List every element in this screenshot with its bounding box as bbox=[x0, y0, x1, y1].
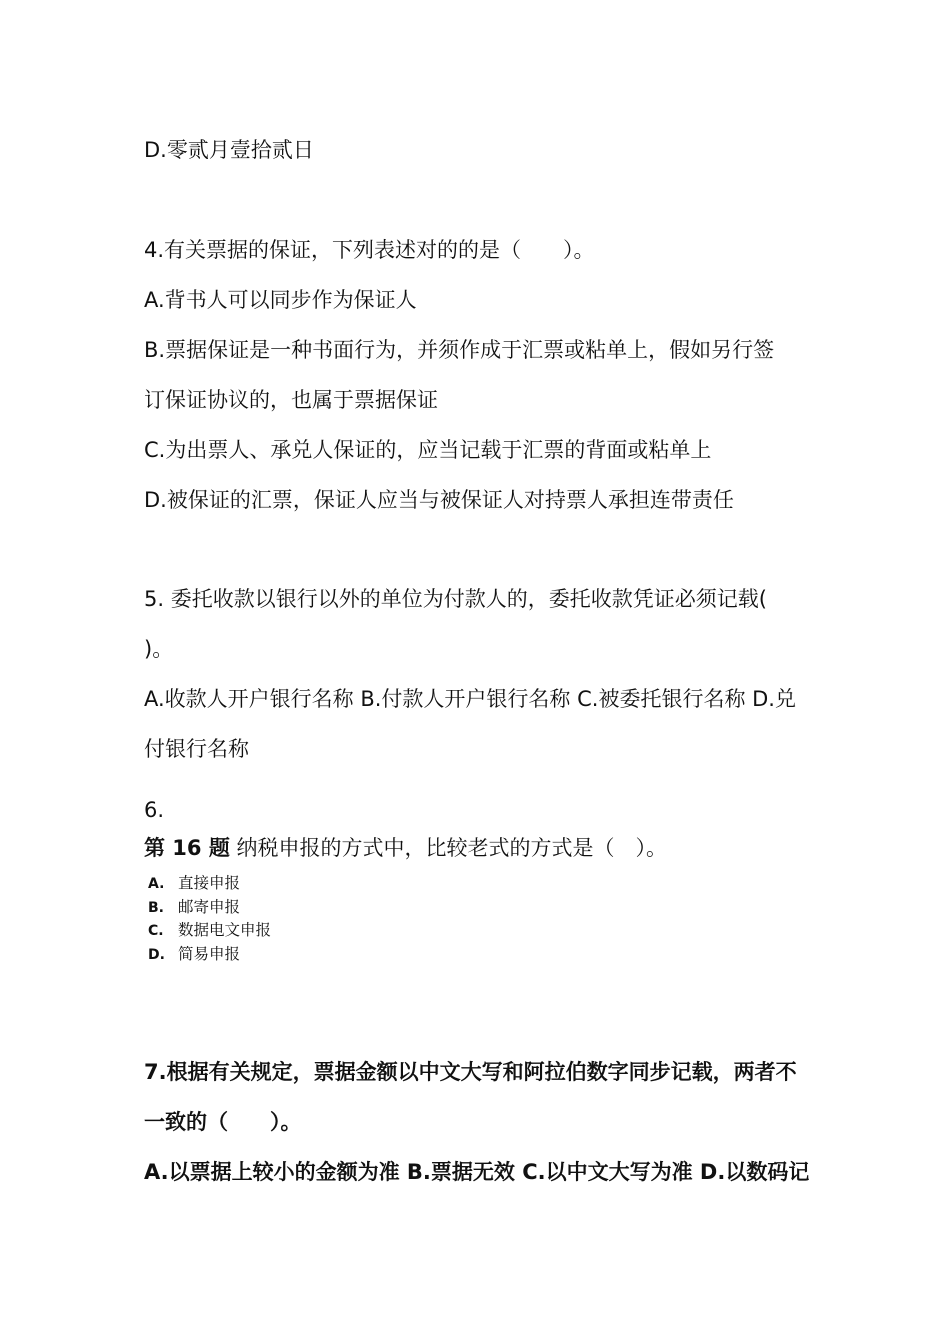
q7-stem-line2: 一致的（ ）。 bbox=[144, 1110, 302, 1134]
q5-stem-line1: 5. 委托收款以银行以外的单位为付款人的，委托收款凭证必须记载( bbox=[144, 587, 767, 611]
q5-stem-line2: )。 bbox=[144, 637, 174, 661]
q6-option-letter: B. bbox=[148, 900, 164, 916]
q4-option-d: D.被保证的汇票，保证人应当与被保证人对持票人承担连带责任 bbox=[144, 488, 734, 512]
q6-option-text: 邮寄申报 bbox=[178, 898, 241, 916]
q6-option-text: 直接申报 bbox=[178, 874, 241, 892]
q6-option-d bbox=[148, 944, 240, 965]
q6-number: 6. bbox=[144, 798, 165, 822]
q4-option-b-line2: 订保证协议的，也属于票据保证 bbox=[144, 388, 438, 412]
q4-stem: 4.有关票据的保证，下列表述对的的是（ ）。 bbox=[144, 238, 595, 262]
q7-options-line1: A.以票据上较小的金额为准 B.票据无效 C.以中文大写为准 D.以数码记 bbox=[144, 1160, 810, 1184]
q6-option-letter: C. bbox=[148, 923, 164, 939]
q4-option-c: C.为出票人、承兑人保证的，应当记载于汇票的背面或粘单上 bbox=[144, 438, 712, 462]
q6-option-letter: D. bbox=[148, 947, 165, 963]
q6-option-text: 简易申报 bbox=[178, 945, 241, 963]
q4-option-a: A.背书人可以同步作为保证人 bbox=[144, 288, 417, 312]
q3-option-d: D.零贰月壹拾贰日 bbox=[144, 138, 314, 162]
q5-options-line2: 付银行名称 bbox=[144, 737, 249, 761]
q6-option-letter: A. bbox=[148, 876, 165, 892]
q7-stem-line1: 7.根据有关规定，票据金额以中文大写和阿拉伯数字同步记载，两者不 bbox=[144, 1060, 797, 1084]
q6-stem bbox=[144, 834, 667, 862]
q5-options-line1: A.收款人开户银行名称 B.付款人开户银行名称 C.被委托银行名称 D.兑 bbox=[144, 687, 796, 711]
q6-stem-text: 纳税申报的方式中，比较老式的方式是（ ）。 bbox=[229, 836, 668, 860]
q6-tag: 第 16 题 bbox=[144, 836, 230, 860]
q6-option-a bbox=[148, 873, 240, 894]
q6-option-c bbox=[148, 920, 271, 941]
q6-option-text: 数据电文申报 bbox=[178, 921, 272, 939]
q6-option-b bbox=[148, 897, 240, 918]
q4-option-b-line1: B.票据保证是一种书面行为，并须作成于汇票或粘单上，假如另行签 bbox=[144, 338, 775, 362]
